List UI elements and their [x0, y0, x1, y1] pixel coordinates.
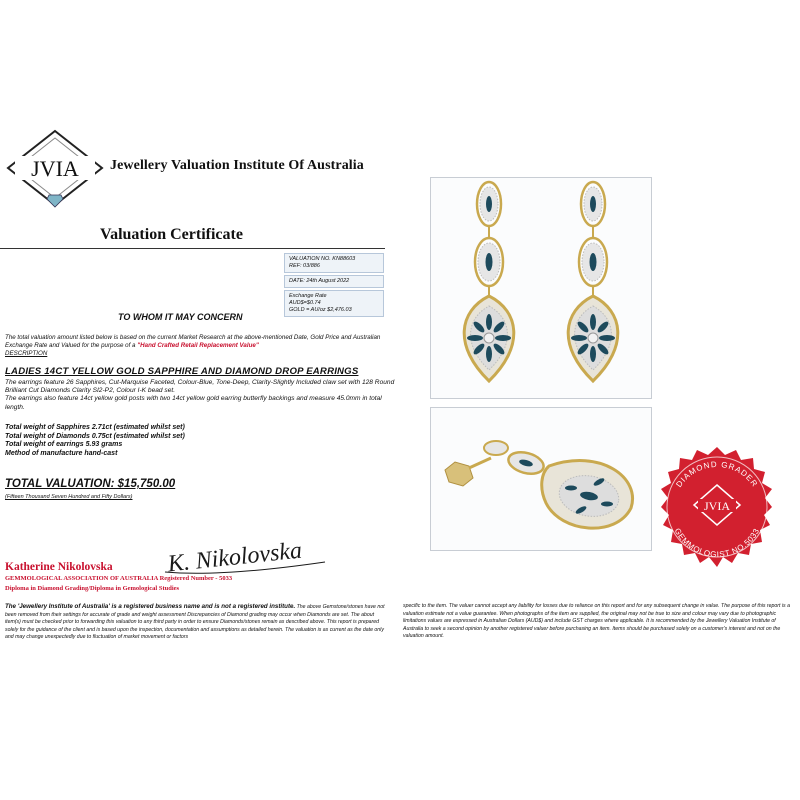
valuation-purpose: "Hand Crafted Retail Replacement Value": [137, 342, 259, 349]
disclaimer-left: [5, 603, 390, 642]
diamond-weight: Total weight of Diamonds 0.75ct (estimated whilst set): [5, 432, 185, 440]
seal-bottom-text: GEMMOLOGIST NO.5033: [672, 526, 762, 560]
association-registration: GEMMOLOGICAL ASSOCIATION OF AUSTRALIA Registered Number - 5033: [5, 575, 233, 582]
jvia-logo: [5, 128, 105, 210]
valuer-name: Katherine Nikolovska: [5, 561, 113, 573]
item-title: LADIES 14CT YELLOW GOLD SAPPHIRE AND DIAMOND DROP EARRINGS: [5, 366, 359, 377]
title-divider: [0, 248, 385, 249]
disclaimer-lead: The 'Jewellery Institute of Australia' is a registered business name and is not a registered institute.: [5, 603, 296, 610]
intro-text: The total valuation amount listed below is based on the current Market Research at the above-mentioned Date, Gold Price and Australian Exchange Rate and Valued for the purpose of a: [5, 334, 381, 349]
description-label: DESCRIPTION: [5, 350, 48, 357]
aud-rate: AUD$=$0.74: [289, 300, 321, 306]
manufacture-method: Method of manufacture hand-cast: [5, 449, 118, 457]
earring-weight: Total weight of earrings 5.93 grams: [5, 441, 123, 449]
description-line-2: The earrings also feature 14ct yellow gold posts with two 14ct yellow gold earring butterfly backings and measure 45.0mm in total length.: [5, 395, 382, 411]
date-cell: [284, 275, 384, 288]
earring-side-photo: [430, 407, 652, 551]
disclaimer-left-text: The above Gemstone/stones have not been removed from their settings for accurate of grade and weight assessment Discrepancies of Diamond grading may occur when Diamonds are set. The about item(s) must be checked prior to forwarding this valuation to any third party in order to ensure Diamonds/stones remain as described above. This report is prepared solely for the guidance of the client and is based upon the inspection, documentation and assumptions as detailed herein. The valuation is as current as the date only and may change unexpectedly due to fluctuation of market movement or factors: [5, 604, 385, 641]
weights-list: [5, 424, 185, 458]
signature: [160, 532, 330, 580]
total-valuation: TOTAL VALUATION: $15,750.00: [5, 478, 176, 490]
exchange-cell: [284, 290, 384, 317]
valuation-info-box: [284, 253, 384, 319]
diamond-grader-seal: [652, 445, 782, 575]
disclaimer-right: specific to the item. The valuer cannot accept any liability for losses due to reliance on this report and for any subsequent change in value. The purpose of this report is a valuation estimate not a value guarantee. When photographs of the item are supplied, the original may not be true to size and colour may vary due to photographic limitations values are expressed in Australian Dollars (AUD$) and include GST charges where applicable. It is recommended by the Jewellery Valuation Institute of Australia to seek a second opinion by another registered valuer before purchasing an item. Items should be purchased solely on a customer's interest and not on the valuation amount.: [403, 603, 790, 640]
total-valuation-words: (Fifteen Thousand Seven Hundred and Fifty Dollars): [5, 494, 133, 500]
seal-center-text: JVIA: [704, 499, 730, 513]
svg-text:K. Nikolovska: K. Nikolovska: [166, 537, 304, 578]
certificate-title: Valuation Certificate: [100, 226, 243, 243]
earrings-front-photo: [430, 177, 652, 399]
org-name: Jewellery Valuation Institute Of Australia: [110, 158, 364, 173]
reference-number: REF: 03/886: [289, 263, 320, 269]
logo-text: JVIA: [31, 156, 79, 181]
exchange-label: Exchange Rate: [289, 293, 327, 299]
item-description: [5, 379, 400, 412]
valuation-date: DATE: 24th August 2022: [289, 278, 350, 284]
sapphire-weight: Total weight of Sapphires 2.71ct (estimated whilst set): [5, 424, 185, 431]
seal-top-text: DIAMOND GRADER: [674, 459, 760, 489]
gold-rate: GOLD = AU/oz $2,476.03: [289, 307, 352, 313]
description-line-1: The earrings feature 26 Sapphires, Cut-Marquise Faceted, Colour-Blue, Tone-Deep, Clarity-Slightly Included claw set with 128 Round Brilliant Cut Diamonds Clarity SI2-P2, Colour I-K bead set.: [5, 379, 395, 395]
salutation: TO WHOM IT MAY CONCERN: [118, 312, 243, 322]
intro-paragraph: [5, 334, 390, 358]
valuation-number: VALUATION NO. KN88603: [289, 256, 356, 262]
valuation-number-cell: [284, 253, 384, 273]
valuer-diploma: Diploma in Diamond Grading/Diploma in Gemological Studies: [5, 585, 180, 592]
